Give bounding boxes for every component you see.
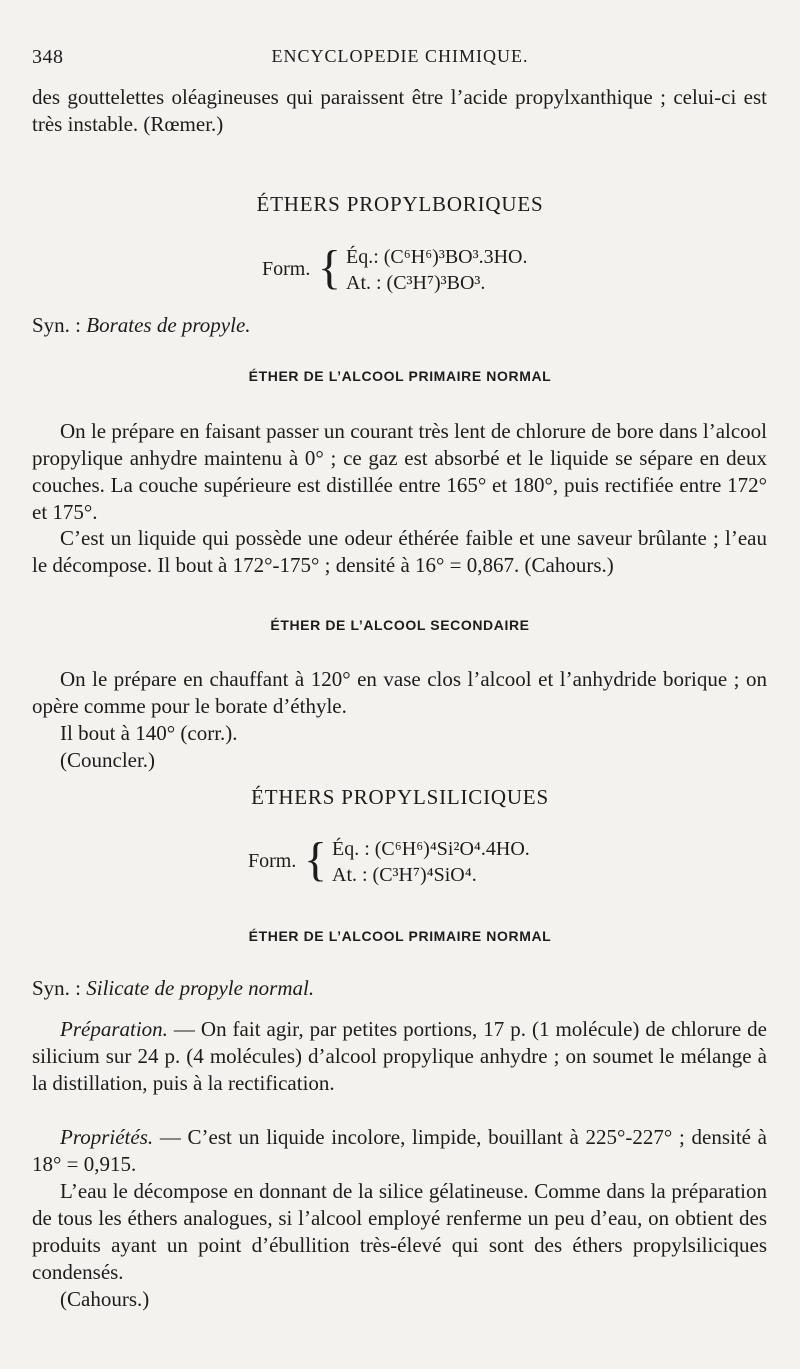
preparation-text: — On fait agir, par petites portions, 17 p. (1 molécule) de chlorure de silicium sur 24 p. (4 molécules) d’alcool propylique anhydre ; on soumet le mélange à la distillation, puis à la rectification.: [32, 1017, 767, 1095]
paragraph-properties-borate: C’est un liquide qui possède une odeur éthérée faible et une saveur brûlante ; l’eau le décompose. Il bout à 172°-175° ; densité à 16° = 0,867. (Cahours.): [32, 526, 767, 577]
paragraph-decomposition: L’eau le décompose en donnant de la silice gélatineuse. Comme dans la préparation de tous les éthers analogues, si l’alcool employé renferme un peu d’eau, on obtient des produits ayant un point d’ébullition très-élevé qui sont des éthers propylsiliciques condensés.: [32, 1179, 767, 1284]
formula-eq: Éq. : (C⁶H⁶)⁴Si²O⁴.4HO.: [332, 838, 530, 860]
syn-label: Syn. :: [32, 976, 87, 1000]
paragraph-preparation-borate: On le prépare en faisant passer un courant très lent de chlorure de bore dans l’alcool propylique anhydre maintenu à 0° ; ce gaz est absorbé et le liquide se sépare en deux couches. La couche supérieure est distillée entre 165° et 180°, puis rectifiée entre 172° et 175°.: [32, 419, 767, 524]
section-title-boriques: ÉTHERS PROPYLBORIQUES: [256, 192, 544, 216]
citation-councler: (Councler.): [60, 748, 156, 772]
syn-value: Borates de propyle.: [86, 313, 251, 337]
syn-label: Syn. :: [32, 313, 87, 337]
paragraph-properties-silicate: [32, 1124, 767, 1178]
formula-label: Form.: [248, 850, 297, 872]
running-title: ENCYCLOPEDIE CHIMIQUE.: [271, 46, 529, 66]
paragraph-preparation-silicate: [32, 1016, 767, 1097]
subsection-title-primary: ÉTHER DE L’ALCOOL PRIMAIRE NORMAL: [248, 368, 552, 384]
synonym-line-siliciques: [32, 975, 767, 1002]
properties-text: — C’est un liquide incolore, limpide, bouillant à 225°-227° ; densité à 18° = 0,915.: [32, 1125, 767, 1176]
brace-icon: {: [318, 241, 342, 294]
subsection-title-primary-silicate: ÉTHER DE L’ALCOOL PRIMAIRE NORMAL: [248, 928, 552, 944]
syn-value: Silicate de propyle normal.: [86, 976, 315, 1000]
preparation-label: Préparation.: [60, 1017, 168, 1041]
citation-cahours: (Cahours.): [60, 1287, 150, 1311]
formula-label: Form.: [262, 258, 311, 280]
formula-siliciques: [248, 834, 588, 890]
intro-paragraph: des gouttelettes oléagineuses qui paraissent être l’acide propylxanthique ; celui-ci est très instable. (Rœmer.): [32, 85, 767, 136]
formula-eq: Éq.: (C⁶H⁶)³BO³.3HO.: [346, 246, 528, 268]
boiling-point-line: Il bout à 140° (corr.).: [60, 721, 238, 745]
formula-at: At. : (C³H⁷)⁴SiO⁴.: [332, 864, 477, 886]
page-number: 348: [32, 46, 64, 68]
subsection-title-secondary: ÉTHER DE L’ALCOOL SECONDAIRE: [270, 617, 530, 633]
formula-boriques: [262, 242, 582, 298]
section-title-siliciques: ÉTHERS PROPYLSILICIQUES: [251, 785, 549, 809]
properties-label: Propriétés.: [60, 1125, 154, 1149]
brace-icon: {: [304, 833, 328, 886]
paragraph-preparation-secondary: On le prépare en chauffant à 120° en vase clos l’alcool et l’anhydride borique ; on opère comme pour le borate d’éthyle.: [32, 667, 767, 718]
synonym-line-boriques: [32, 312, 767, 339]
formula-at: At. : (C³H⁷)³BO³.: [346, 272, 486, 294]
